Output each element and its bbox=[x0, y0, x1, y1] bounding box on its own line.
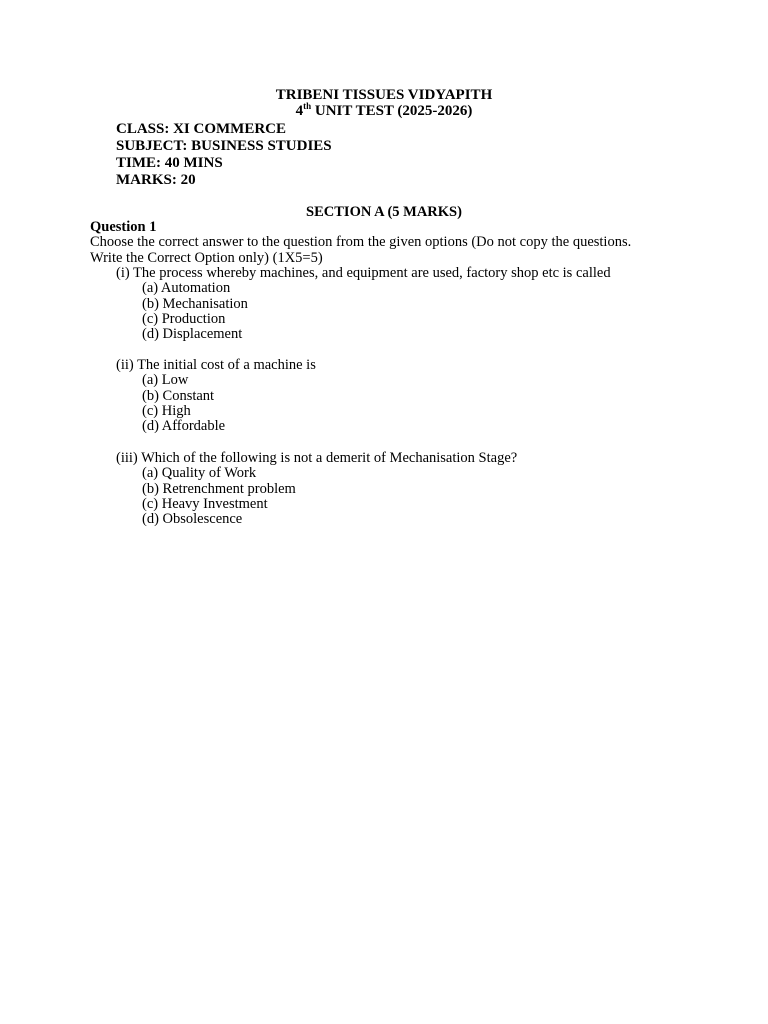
question-text: (ii) The initial cost of a machine is bbox=[116, 357, 316, 373]
question-text: (iii) Which of the following is not a demerit of Mechanisation Stage? bbox=[116, 450, 518, 466]
option: (a) Automation bbox=[142, 280, 231, 297]
test-title-rest: UNIT TEST (2025-2026) bbox=[311, 103, 473, 119]
class-line: CLASS: XI COMMERCE bbox=[116, 121, 287, 137]
instruction-line-2: Write the Correct Option only) (1X5=5) bbox=[90, 250, 323, 266]
question-block-2 bbox=[116, 358, 316, 434]
option: (a) Low bbox=[142, 372, 189, 389]
option: (c) Heavy Investment bbox=[142, 495, 268, 512]
option: (d) Affordable bbox=[142, 418, 226, 435]
option: (d) Displacement bbox=[142, 326, 243, 343]
section-title: SECTION A (5 MARKS) bbox=[306, 204, 462, 220]
test-title bbox=[0, 103, 768, 120]
exam-meta bbox=[116, 121, 332, 189]
question-block-3 bbox=[116, 451, 517, 527]
time-line: TIME: 40 MINS bbox=[116, 155, 223, 171]
instruction-line-1: Choose the correct answer to the question from the given options (Do not copy the questions. bbox=[90, 234, 632, 250]
question-text: (i) The process whereby machines, and equipment are used, factory shop etc is called bbox=[116, 265, 611, 281]
subject-line: SUBJECT: BUSINESS STUDIES bbox=[116, 138, 332, 154]
test-number: 4 bbox=[295, 103, 304, 119]
school-name: TRIBENI TISSUES VIDYAPITH bbox=[275, 87, 493, 103]
option: (c) High bbox=[142, 402, 191, 419]
question-label: Question 1 bbox=[90, 219, 157, 235]
question-block-1 bbox=[116, 266, 611, 342]
instructions bbox=[90, 234, 730, 266]
marks-line: MARKS: 20 bbox=[116, 172, 196, 188]
option: (b) Retrenchment problem bbox=[142, 480, 296, 497]
option: (a) Quality of Work bbox=[142, 465, 257, 482]
option: (b) Constant bbox=[142, 387, 215, 404]
option: (c) Production bbox=[142, 310, 226, 327]
test-number-suffix: th bbox=[303, 101, 312, 111]
option: (b) Mechanisation bbox=[142, 295, 248, 312]
option: (d) Obsolescence bbox=[142, 511, 243, 528]
